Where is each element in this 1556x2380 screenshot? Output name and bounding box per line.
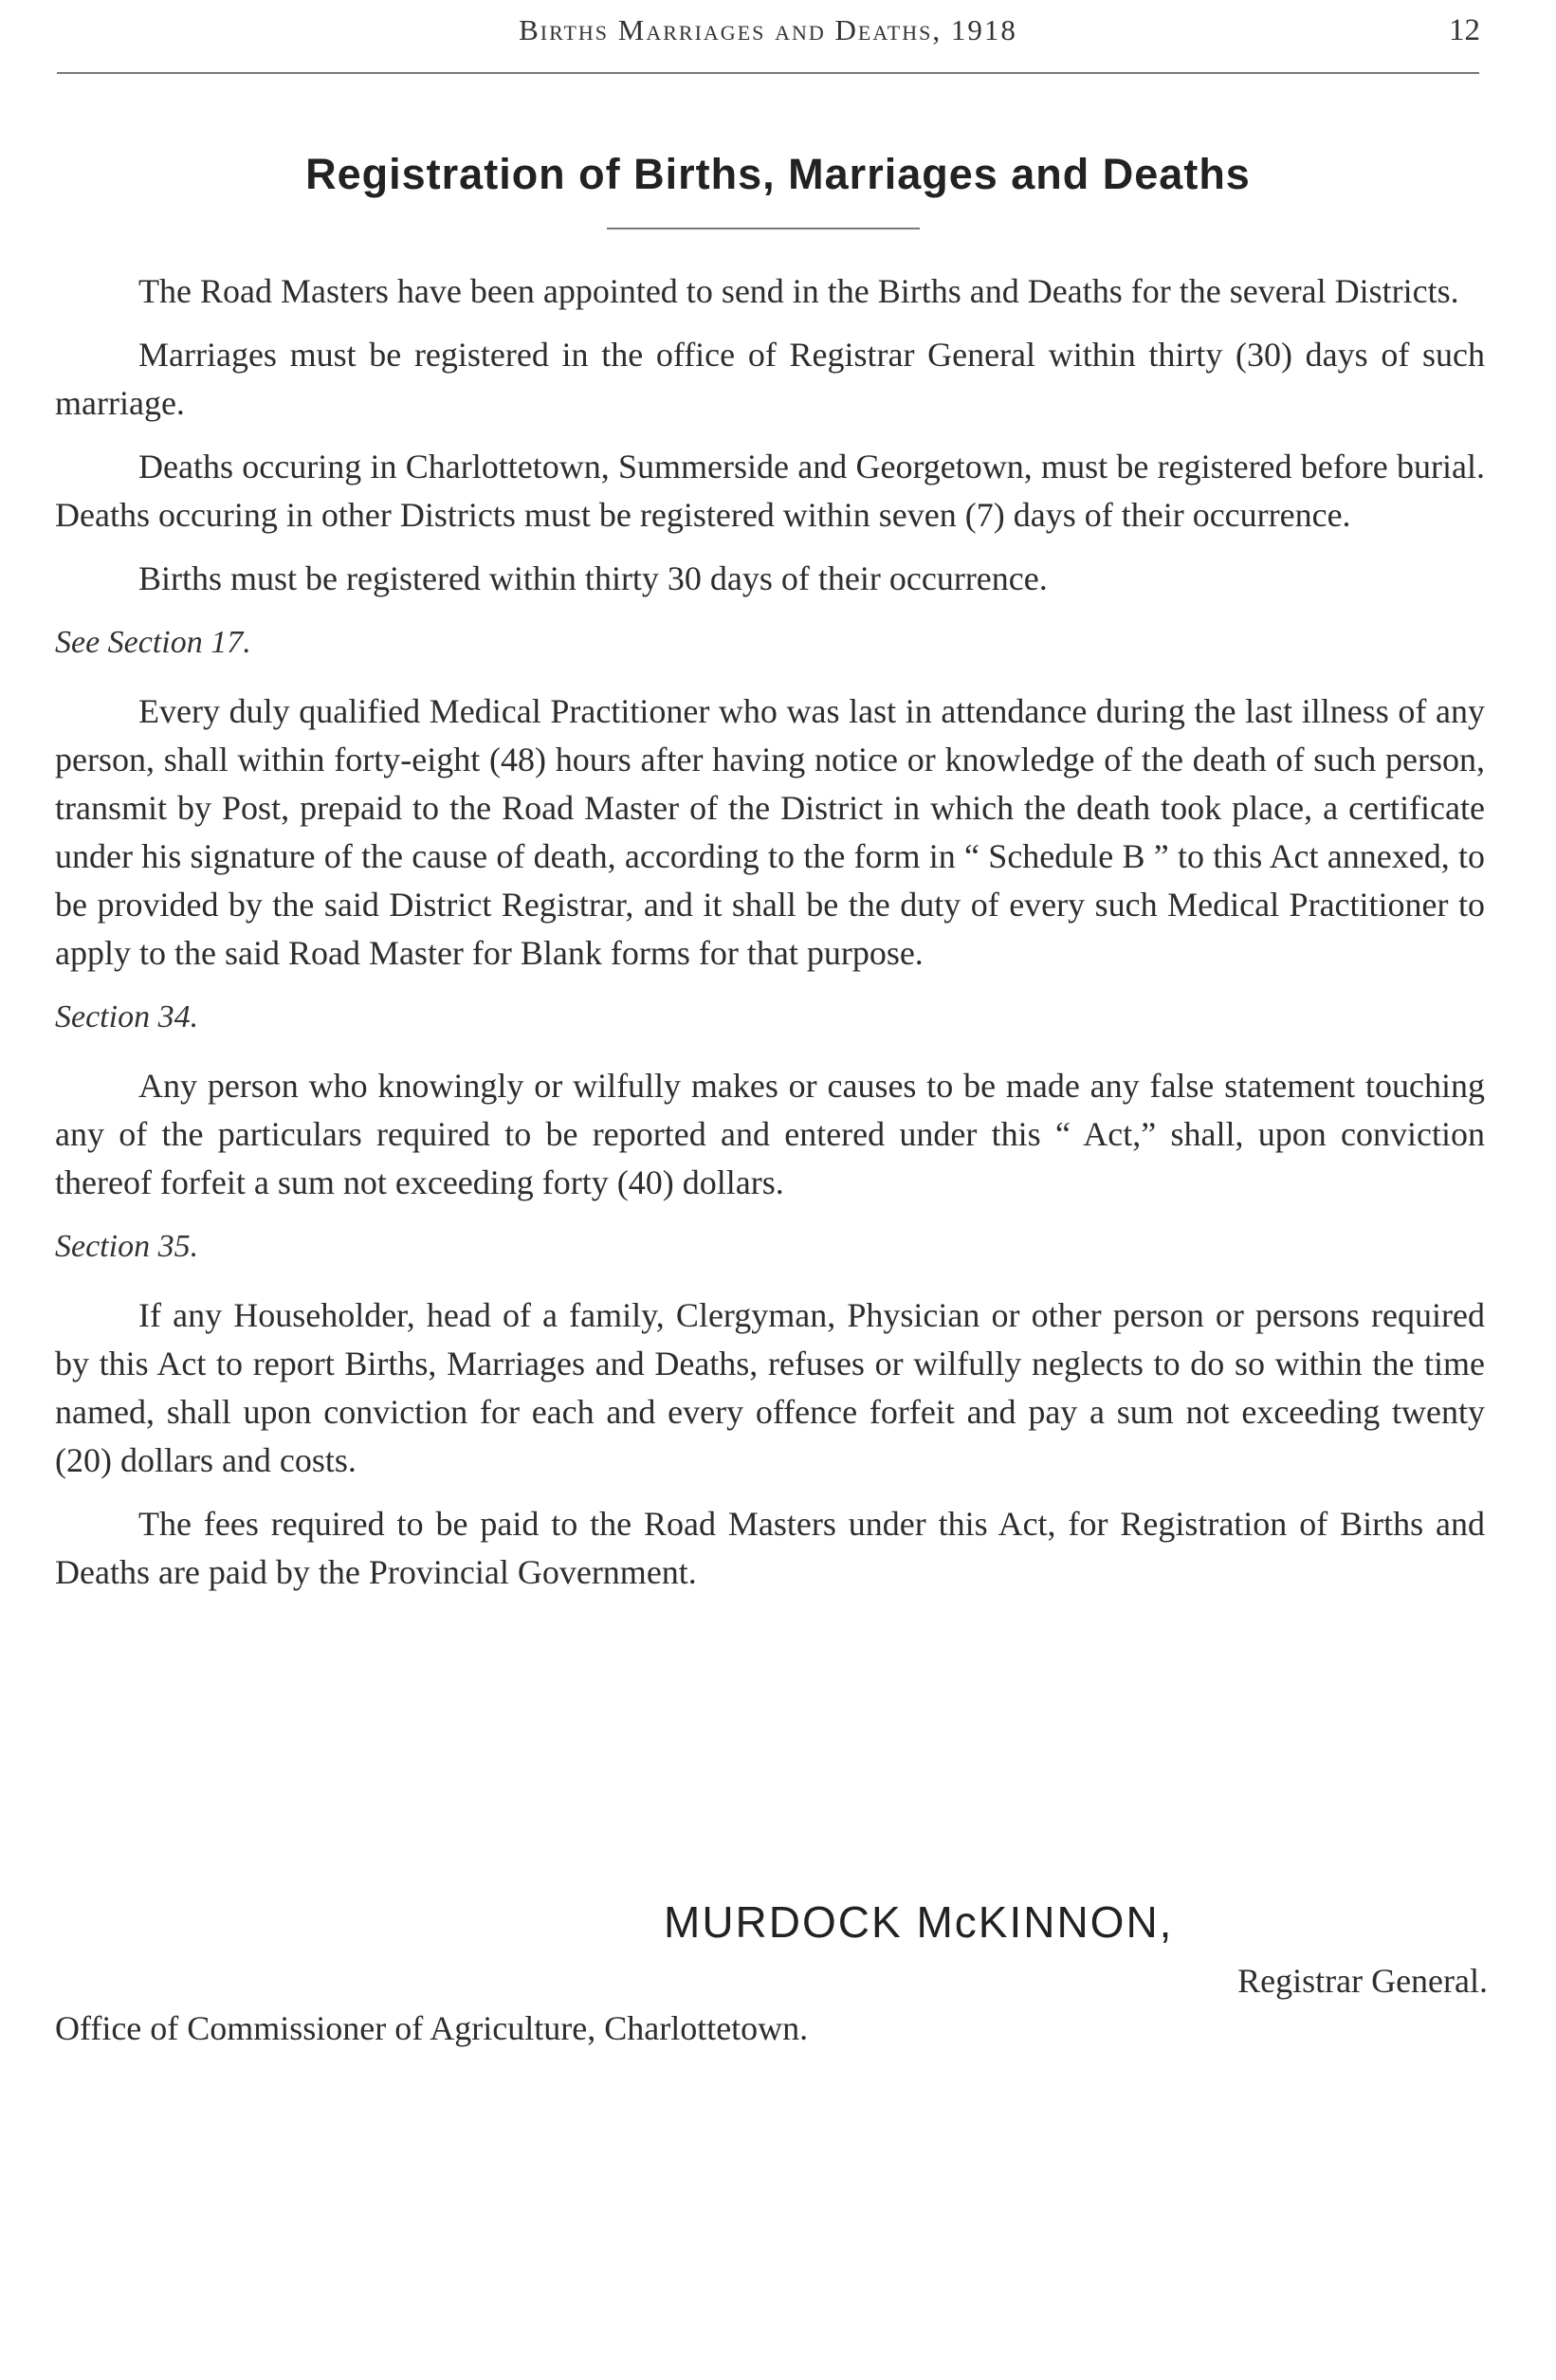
page-title: Registration of Births, Marriages and Deaths <box>305 150 1251 199</box>
signature-title: Registrar General. <box>1237 1962 1488 2000</box>
paragraph-marriages: Marriages must be registered in the office of Registrar General within thirty (30) days of such marriage. <box>55 336 1485 422</box>
office-line: Office of Commissioner of Agriculture, Charlottetown. <box>55 2009 809 2047</box>
body-text <box>55 267 1485 1612</box>
section-ref-35: Section 35. <box>55 1229 199 1264</box>
paragraph-road-masters: The Road Masters have been appointed to send in the Births and Deaths for the several Districts. <box>138 272 1459 310</box>
section-ref-17: See Section 17. <box>55 625 251 660</box>
page-number: 12 <box>1449 13 1480 47</box>
section-ref-34: Section 34. <box>55 999 199 1034</box>
signature-name: MURDOCK McKINNON, <box>664 1897 1174 1947</box>
title-divider <box>607 228 920 229</box>
paragraph-fees: The fees required to be paid to the Road Masters under this Act, for Registration of Births and Deaths are paid by the Provincial Government. <box>55 1505 1485 1591</box>
paragraph-householder: If any Householder, head of a family, Clergyman, Physician or other person or persons required by this Act to report Births, Marriages and Deaths, refuses or wilfully neglects to do so within the time named, shall upon conviction for each and every offence forfeit and pay a sum not exceeding twenty (20) dollars and costs. <box>55 1296 1485 1479</box>
paragraph-false-statement: Any person who knowingly or wilfully makes or causes to be made any false statement touching any of the particulars required to be reported and entered under this “ Act,” shall, upon conviction thereof forfeit a sum not exceeding forty (40) dollars. <box>55 1067 1485 1201</box>
paragraph-births: Births must be registered within thirty 30 days of their occurrence. <box>138 559 1048 597</box>
running-head: Births Marriages and Deaths, 1918 <box>519 13 1017 46</box>
header-divider <box>57 72 1479 74</box>
paragraph-deaths: Deaths occuring in Charlottetown, Summerside and Georgetown, must be registered before burial. Deaths occuring in other Districts must be registered within seven (7) days of their occurrence. <box>55 448 1485 534</box>
paragraph-medical-practitioner: Every duly qualified Medical Practitioner who was last in attendance during the last illness of any person, shall within forty-eight (48) hours after having notice or knowledge of the death of such person, transmit by Post, prepaid to the Road Master of the District in which the death took place, a certificate under his signature of the cause of death, according to the form in “ Schedule B ” to this Act annexed, to be provided by the said District Registrar, and it shall be the duty of every such Medical Practitioner to apply to the said Road Master for Blank forms for that purpose. <box>55 692 1485 972</box>
